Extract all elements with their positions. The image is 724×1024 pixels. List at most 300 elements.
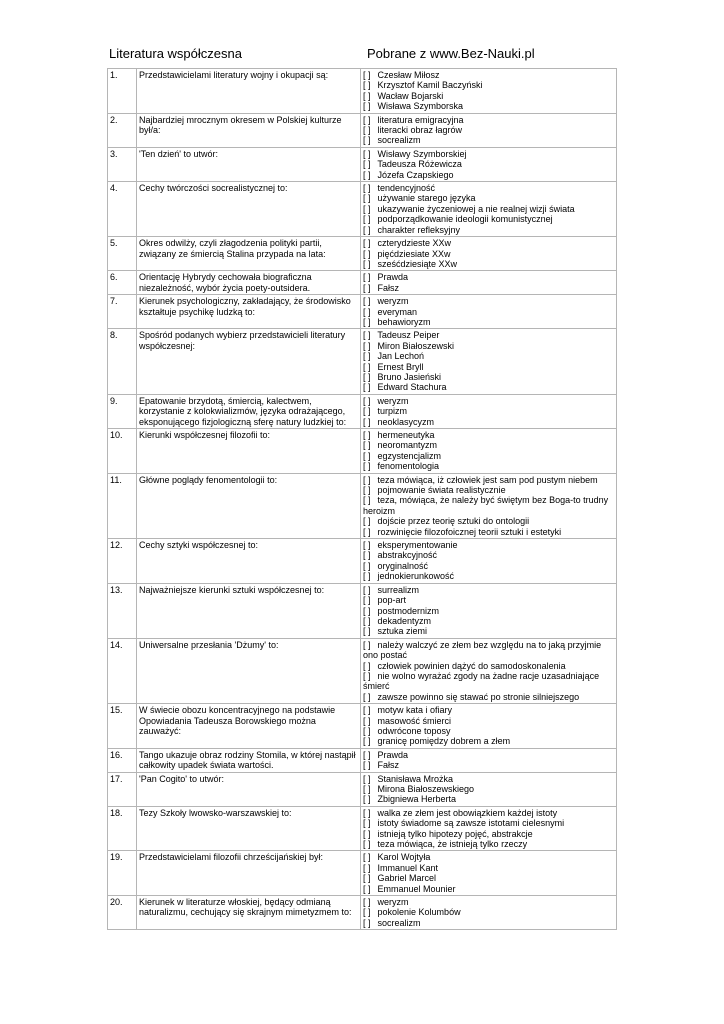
answer-option-label: teza, mówiąca, że należy być świętym bez Boga-to trudny heroizm [363, 495, 609, 516]
answer-option [363, 149, 614, 159]
question-text: Kierunek w literaturze włoskiej, będący odmianą naturalizmu, cechujący się skrajnym mimetyzmem to: [137, 896, 361, 930]
question-number: 14. [108, 638, 137, 703]
answer-checkbox[interactable]: [ ] [363, 125, 371, 136]
answer-option-label: Fałsz [377, 282, 400, 293]
answer-option [363, 571, 614, 581]
answer-option-label: nie wolno wyrażać zgody na żadne racje uzasadniające śmierć [363, 670, 600, 692]
answer-options [361, 704, 617, 749]
answer-checkbox[interactable]: [ ] [363, 101, 371, 112]
answer-checkbox[interactable]: [ ] [363, 516, 371, 527]
question-row [108, 748, 617, 772]
question-row [108, 539, 617, 584]
source-label: Pobrane z www.Bez-Nauki.pl [367, 46, 535, 61]
question-text: Kierunek psychologiczny, zakładający, że środowisko kształtuje psychikę ludzką to: [137, 295, 361, 329]
answer-option-label: hermeneutyka [377, 430, 435, 440]
answer-option [363, 626, 614, 636]
answer-option [363, 451, 614, 461]
answer-option [363, 249, 614, 259]
answer-option-label: Tadeusza Różewicza [377, 159, 462, 170]
answer-checkbox[interactable]: [ ] [363, 416, 371, 427]
question-row [108, 806, 617, 851]
answer-option-label: egzystencjalizm [377, 450, 442, 461]
question-number: 10. [108, 429, 137, 474]
answer-option [363, 692, 614, 702]
answer-option-label: Prawda [377, 272, 409, 283]
answer-option-label: tendencyjność [377, 183, 436, 194]
answer-checkbox[interactable]: [ ] [363, 495, 371, 506]
answer-options [361, 237, 617, 271]
answer-option [363, 183, 614, 193]
question-row [108, 394, 617, 428]
answer-option [363, 125, 614, 135]
answer-checkbox[interactable]: [ ] [363, 715, 371, 726]
answer-checkbox[interactable]: [ ] [363, 584, 371, 595]
answer-checkbox[interactable]: [ ] [363, 214, 371, 225]
question-number: 19. [108, 851, 137, 896]
question-row [108, 896, 617, 930]
answer-options [361, 429, 617, 474]
answer-checkbox[interactable]: [ ] [363, 340, 371, 351]
answer-option-label: Bruno Jasieński [377, 371, 442, 382]
answer-checkbox[interactable]: [ ] [363, 382, 371, 393]
answer-option [363, 839, 614, 849]
answer-option-label: teza mówiąca, iż człowiek jest sam pod pustym niebem [377, 474, 598, 485]
answer-options [361, 69, 617, 114]
answer-option [363, 406, 614, 416]
question-row [108, 69, 617, 114]
answer-option [363, 595, 614, 605]
answer-option-label: Wacław Bojarski [377, 90, 444, 101]
answer-option-label: sztuka ziemi [377, 626, 428, 637]
answer-option-label: Miron Białoszewski [377, 340, 455, 351]
question-row [108, 113, 617, 147]
answer-checkbox[interactable]: [ ] [363, 272, 371, 283]
answer-options [361, 182, 617, 237]
answer-checkbox[interactable]: [ ] [363, 550, 371, 561]
question-text: 'Ten dzień' to utwór: [137, 147, 361, 181]
question-row [108, 329, 617, 394]
answer-option [363, 852, 614, 862]
answer-option [363, 884, 614, 894]
question-row [108, 851, 617, 896]
answer-option [363, 561, 614, 571]
question-number: 1. [108, 69, 137, 114]
question-number: 16. [108, 748, 137, 772]
answer-options [361, 473, 617, 538]
answer-option-label: oryginalność [377, 560, 429, 571]
answer-option [363, 661, 614, 671]
answer-checkbox[interactable]: [ ] [363, 705, 371, 716]
answer-checkbox[interactable]: [ ] [363, 839, 371, 850]
answer-checkbox[interactable]: [ ] [363, 725, 371, 736]
answer-option [363, 527, 614, 537]
answer-option [363, 616, 614, 626]
answer-checkbox[interactable]: [ ] [363, 169, 371, 180]
question-number: 5. [108, 237, 137, 271]
answer-option [363, 214, 614, 224]
question-text: Cechy twórczości socrealistycznej to: [137, 182, 361, 237]
answer-options [361, 583, 617, 638]
answer-option [363, 91, 614, 101]
answer-option [363, 736, 614, 746]
question-number: 18. [108, 806, 137, 851]
answer-option-label: Gabriel Marcel [377, 873, 437, 884]
question-text: Okres odwilży, czyli złagodzenia polityki partii, związany ze śmiercią Stalina przypada na lata: [137, 237, 361, 271]
answer-option [363, 808, 614, 818]
answer-option [363, 640, 614, 661]
question-row [108, 772, 617, 806]
answer-option [363, 495, 614, 516]
answer-checkbox[interactable]: [ ] [363, 183, 371, 194]
answer-option-label: walka ze złem jest obowiązkiem każdej istoty [377, 807, 558, 818]
answer-checkbox[interactable]: [ ] [363, 148, 371, 159]
answer-options [361, 113, 617, 147]
answer-option [363, 829, 614, 839]
answer-option-label: socrealizm [377, 917, 421, 928]
answer-option [363, 485, 614, 495]
answer-checkbox[interactable]: [ ] [363, 760, 371, 771]
answer-option-label: sześćdziesiąte XXw [377, 258, 458, 269]
answer-option [363, 296, 614, 306]
answer-option [363, 225, 614, 235]
answer-option-label: literatura emigracyjna [377, 114, 464, 125]
question-number: 15. [108, 704, 137, 749]
question-text: Tango ukazuje obraz rodziny Stomila, w której nastąpił całkowity upadek świata wartości. [137, 748, 361, 772]
answer-option-label: pop-art [377, 595, 407, 606]
answer-checkbox[interactable]: [ ] [363, 114, 371, 125]
answer-checkbox[interactable]: [ ] [363, 135, 371, 146]
answer-option-label: Czesław Miłosz [377, 70, 440, 80]
question-text: Uniwersalne przesłania 'Dżumy' to: [137, 638, 361, 703]
answer-option-label: postmodernizm [377, 605, 440, 616]
answer-option [363, 272, 614, 282]
answer-option [363, 115, 614, 125]
question-text: Przedstawicielami filozofii chrześcijańskiej był: [137, 851, 361, 896]
question-row [108, 237, 617, 271]
answer-options [361, 271, 617, 295]
answer-option [363, 341, 614, 351]
answer-options [361, 806, 617, 851]
answer-option-label: turpizm [377, 406, 408, 417]
quiz-table [107, 68, 617, 930]
answer-option-label: abstrakcyjność [377, 550, 438, 561]
answer-checkbox[interactable]: [ ] [363, 248, 371, 259]
answer-option [363, 283, 614, 293]
question-number: 7. [108, 295, 137, 329]
answer-option [363, 351, 614, 361]
answer-checkbox[interactable]: [ ] [363, 461, 371, 472]
answer-checkbox[interactable]: [ ] [363, 639, 371, 650]
question-number: 3. [108, 147, 137, 181]
document-title: Literatura współczesna [109, 46, 242, 61]
question-number: 12. [108, 539, 137, 584]
answer-option-label: dekadentyzm [377, 615, 432, 626]
answer-option [363, 726, 614, 736]
answer-option-label: używanie starego języka [377, 193, 476, 204]
question-text: Epatowanie brzydotą, śmiercią, kalectwem, korzystanie z kolokwializmów, języka odrażającego, eksponującego fizjologiczną sferę natury ludzkiej to: [137, 394, 361, 428]
answer-checkbox[interactable]: [ ] [363, 626, 371, 637]
answer-checkbox[interactable]: [ ] [363, 474, 371, 485]
answer-checkbox[interactable]: [ ] [363, 351, 371, 362]
answer-option-label: masowość śmierci [377, 715, 452, 726]
answer-option-label: Wisławy Szymborskiej [377, 148, 467, 159]
question-row [108, 473, 617, 538]
answer-option-label: Ernest Bryll [377, 361, 424, 372]
answer-option [363, 907, 614, 917]
answer-option-label: granicę pomiędzy dobrem a złem [377, 736, 511, 747]
question-text: Tezy Szkoły lwowsko-warszawskiej to: [137, 806, 361, 851]
answer-checkbox[interactable]: [ ] [363, 595, 371, 606]
answer-option-label: weryzm [377, 296, 409, 307]
answer-option-label: everyman [377, 306, 418, 317]
answer-option-label: Immanuel Kant [377, 862, 439, 873]
answer-option [363, 461, 614, 471]
answer-checkbox[interactable]: [ ] [363, 883, 371, 894]
answer-option [363, 550, 614, 560]
answer-option [363, 516, 614, 526]
answer-option-label: eksperymentowanie [377, 540, 458, 551]
question-row [108, 583, 617, 638]
answer-checkbox[interactable]: [ ] [363, 371, 371, 382]
answer-option-label: Karol Wojtyła [377, 852, 431, 863]
answer-option-label: Wisława Szymborska [377, 101, 464, 112]
answer-checkbox[interactable]: [ ] [363, 571, 371, 582]
answer-options [361, 147, 617, 181]
answer-checkbox[interactable]: [ ] [363, 395, 371, 406]
answer-checkbox[interactable]: [ ] [363, 828, 371, 839]
question-row [108, 704, 617, 749]
answer-option-label: Fałsz [377, 760, 400, 771]
answer-option [363, 440, 614, 450]
answer-checkbox[interactable]: [ ] [363, 330, 371, 341]
answer-option-label: neoromantyzm [377, 440, 438, 451]
question-row [108, 147, 617, 181]
answer-checkbox[interactable]: [ ] [363, 316, 371, 327]
answer-checkbox[interactable]: [ ] [363, 605, 371, 616]
answer-checkbox[interactable]: [ ] [363, 852, 371, 863]
answer-options [361, 295, 617, 329]
question-number: 2. [108, 113, 137, 147]
answer-option [363, 193, 614, 203]
answer-option-label: istoty świadome są zawsze istotami cielesnymi [377, 818, 565, 829]
answer-checkbox[interactable]: [ ] [363, 736, 371, 747]
answer-option-label: istnieją tylko hipotezy pojęć, abstrakcje [377, 828, 533, 839]
answer-option [363, 417, 614, 427]
answer-option [363, 159, 614, 169]
answer-checkbox[interactable]: [ ] [363, 361, 371, 372]
question-number: 9. [108, 394, 137, 428]
answer-checkbox[interactable]: [ ] [363, 773, 371, 784]
answer-checkbox[interactable]: [ ] [363, 485, 371, 496]
answer-checkbox[interactable]: [ ] [363, 238, 371, 249]
answer-option [363, 873, 614, 883]
answer-option-label: człowiek powinien dążyć do samodoskonalenia [377, 660, 566, 671]
answer-checkbox[interactable]: [ ] [363, 282, 371, 293]
answer-option-label: Józefa Czapskiego [377, 169, 454, 180]
answer-option [363, 80, 614, 90]
answer-checkbox[interactable]: [ ] [363, 807, 371, 818]
answer-option [363, 382, 614, 392]
answer-option [363, 330, 614, 340]
answer-option [363, 671, 614, 692]
answer-checkbox[interactable]: [ ] [363, 660, 371, 671]
answer-option-label: Prawda [377, 749, 409, 760]
answer-option [363, 204, 614, 214]
answer-option-label: neoklasycyzm [377, 416, 435, 427]
question-number: 8. [108, 329, 137, 394]
answer-option-label: jednokierunkowość [377, 571, 455, 582]
answer-checkbox[interactable]: [ ] [363, 526, 371, 537]
answer-option [363, 750, 614, 760]
question-row [108, 429, 617, 474]
question-text: Najważniejsze kierunki sztuki współczesnej to: [137, 583, 361, 638]
answer-option [363, 259, 614, 269]
answer-checkbox[interactable]: [ ] [363, 862, 371, 873]
answer-option-label: zawsze powinno się stawać po stronie silniejszego [377, 691, 580, 702]
answer-options [361, 539, 617, 584]
answer-checkbox[interactable]: [ ] [363, 749, 371, 760]
answer-option-label: podporządkowanie ideologii komunistycznej [377, 214, 553, 225]
answer-checkbox[interactable]: [ ] [363, 70, 371, 80]
question-number: 6. [108, 271, 137, 295]
answer-checkbox[interactable]: [ ] [363, 897, 371, 908]
answer-checkbox[interactable]: [ ] [363, 450, 371, 461]
answer-option [363, 238, 614, 248]
answer-option-label: literacki obraz łagrów [377, 125, 463, 136]
question-text: Główne poglądy fenomentologii to: [137, 473, 361, 538]
answer-option [363, 863, 614, 873]
answer-option-label: Emmanuel Mounier [377, 883, 456, 894]
answer-option-label: teza mówiąca, że istnieją tylko rzeczy [377, 839, 528, 850]
answer-option-label: charakter refleksyjny [377, 224, 461, 235]
answer-option [363, 135, 614, 145]
answer-options [361, 748, 617, 772]
answer-checkbox[interactable]: [ ] [363, 203, 371, 214]
question-text: Orientację Hybrydy cechowała biograficzna niezależność, wybór życia poety-outsidera. [137, 271, 361, 295]
page-header [109, 46, 629, 66]
answer-option-label: Mirona Białoszewskiego [377, 784, 475, 794]
question-row [108, 295, 617, 329]
answer-option-label: socrealizm [377, 135, 421, 146]
answer-checkbox[interactable]: [ ] [363, 818, 371, 829]
question-row [108, 182, 617, 237]
answer-option [363, 784, 614, 794]
answer-options [361, 329, 617, 394]
answer-option [363, 585, 614, 595]
question-text: Przedstawicielami literatury wojny i okupacji są: [137, 69, 361, 114]
answer-checkbox[interactable]: [ ] [363, 794, 371, 805]
answer-checkbox[interactable]: [ ] [363, 907, 371, 918]
answer-options [361, 638, 617, 703]
answer-checkbox[interactable]: [ ] [363, 917, 371, 928]
answer-option [363, 818, 614, 828]
answer-option [363, 716, 614, 726]
answer-checkbox[interactable]: [ ] [363, 90, 371, 101]
answer-checkbox[interactable]: [ ] [363, 691, 371, 702]
answer-option-label: Tadeusz Peiper [377, 330, 440, 341]
answer-checkbox[interactable]: [ ] [363, 670, 371, 681]
answer-option-label: behawioryzm [377, 316, 431, 327]
answer-checkbox[interactable]: [ ] [363, 615, 371, 626]
answer-checkbox[interactable]: [ ] [363, 296, 371, 307]
answer-option [363, 317, 614, 327]
answer-checkbox[interactable]: [ ] [363, 159, 371, 170]
answer-option-label: rozwinięcie filozofoicznej teorii sztuki i estetyki [377, 526, 562, 537]
answer-option [363, 430, 614, 440]
answer-option-label: czterydzieste XXw [377, 238, 452, 249]
answer-options [361, 851, 617, 896]
answer-option-label: Krzysztof Kamil Baczyński [377, 80, 483, 91]
answer-checkbox[interactable]: [ ] [363, 560, 371, 571]
answer-option [363, 372, 614, 382]
answer-checkbox[interactable]: [ ] [363, 406, 371, 417]
answer-option [363, 396, 614, 406]
answer-checkbox[interactable]: [ ] [363, 193, 371, 204]
answer-option-label: fenomentologia [377, 461, 440, 472]
answer-option-label: dojście przez teorię sztuki do ontologii [377, 516, 530, 527]
answer-option [363, 705, 614, 715]
answer-option [363, 897, 614, 907]
question-number: 11. [108, 473, 137, 538]
answer-option [363, 101, 614, 111]
answer-option-label: pojmowanie świata realistycznie [377, 485, 506, 496]
question-number: 4. [108, 182, 137, 237]
answer-checkbox[interactable]: [ ] [363, 873, 371, 884]
answer-checkbox[interactable]: [ ] [363, 440, 371, 451]
answer-checkbox[interactable]: [ ] [363, 258, 371, 269]
question-text: Cechy sztyki współczesnej to: [137, 539, 361, 584]
answer-option-label: Zbigniewa Herberta [377, 794, 457, 805]
answer-options [361, 896, 617, 930]
answer-checkbox[interactable]: [ ] [363, 430, 371, 440]
answer-option-label: pięćdziesiate XXw [377, 248, 451, 259]
answer-option [363, 170, 614, 180]
question-number: 17. [108, 772, 137, 806]
answer-option [363, 540, 614, 550]
answer-option-label: motyw kata i ofiary [377, 705, 453, 716]
answer-checkbox[interactable]: [ ] [363, 306, 371, 317]
answer-option [363, 918, 614, 928]
answer-option [363, 794, 614, 804]
answer-checkbox[interactable]: [ ] [363, 784, 371, 794]
answer-option [363, 606, 614, 616]
answer-option [363, 475, 614, 485]
quiz-table-body [108, 69, 617, 930]
question-number: 13. [108, 583, 137, 638]
answer-checkbox[interactable]: [ ] [363, 80, 371, 91]
answer-option-label: Jan Lechoń [377, 351, 425, 362]
answer-checkbox[interactable]: [ ] [363, 540, 371, 551]
answer-options [361, 772, 617, 806]
answer-option-label: odwrócone toposy [377, 725, 451, 736]
question-text: 'Pan Cogito' to utwór: [137, 772, 361, 806]
question-text: Kierunki współczesnej filozofii to: [137, 429, 361, 474]
question-text: Najbardziej mrocznym okresem w Polskiej kulturze był/a: [137, 113, 361, 147]
answer-options [361, 394, 617, 428]
answer-option-label: weryzm [377, 897, 409, 908]
answer-option-label: ukazywanie życzeniowej a nie realnej wizji świata [377, 203, 575, 214]
answer-option [363, 760, 614, 770]
answer-checkbox[interactable]: [ ] [363, 224, 371, 235]
answer-option [363, 307, 614, 317]
question-text: W świecie obozu koncentracyjnego na podstawie Opowiadania Tadeusza Borowskiego można zauważyć: [137, 704, 361, 749]
answer-option [363, 774, 614, 784]
answer-option [363, 362, 614, 372]
answer-option [363, 70, 614, 80]
answer-option-label: Stanisława Mrożka [377, 773, 454, 784]
question-row [108, 271, 617, 295]
question-row [108, 638, 617, 703]
